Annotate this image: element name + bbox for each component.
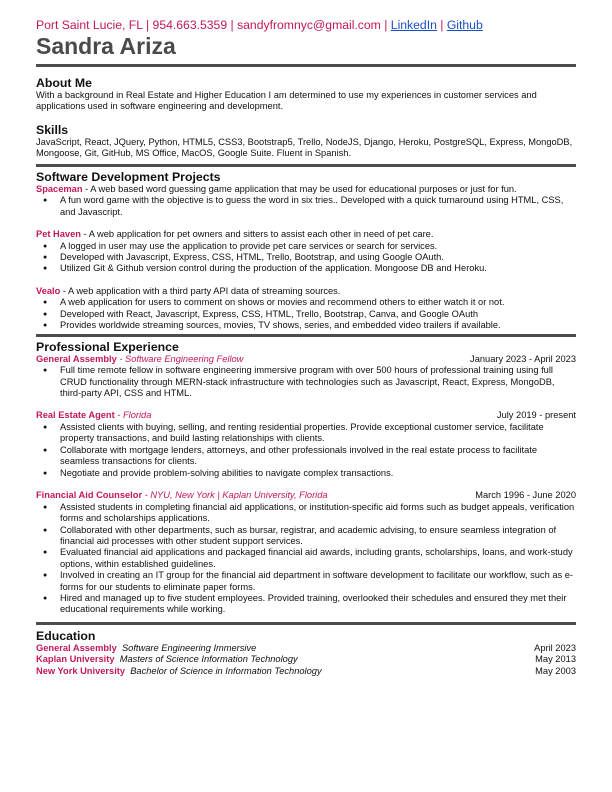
education-heading: Education	[36, 628, 96, 643]
email: sandyfromnyc@gmail.com	[237, 18, 381, 32]
list-item: ● Collaborated with other departments, such as bursar, registrar, and academic advising, to ensure seamless integration of financial aid processes with other student support services.	[60, 525, 576, 548]
project-bullets	[36, 195, 576, 218]
project-desc: - A web application for pet owners and sitters to assist each other in need of pet care.	[80, 229, 434, 240]
list-item: ● Hired and managed up to five student employees. Provided training, overlooked their schedules and ensured they met their educational requirements while working.	[60, 593, 576, 616]
spacer	[36, 399, 576, 410]
job-role: - NYU, New York | Kaplan University, Florida	[142, 490, 328, 501]
school-name: General Assembly	[36, 642, 117, 653]
job-financial-aid	[36, 490, 576, 616]
list-item: ● Utilized Git & Github version control during the production of the application. Mongoose DB and Heroku.	[60, 263, 576, 274]
job-bullets	[36, 502, 576, 616]
degree-name: Bachelor of Science in Information Technology	[130, 665, 322, 676]
list-item: ● Collaborate with mortgage lenders, attorneys, and other professionals involved in the real estate process to facilitate seamless transactions for clients.	[60, 445, 576, 468]
separator: |	[230, 18, 234, 32]
skills-section	[36, 123, 576, 160]
projects-section	[36, 170, 576, 332]
list-item: ● A logged in user may use the application to provide pet care services or search for services.	[60, 241, 576, 252]
job-header	[36, 354, 576, 366]
divider	[36, 64, 576, 67]
list-item: ● Developed with React, Javascript, Express, CSS, HTML, Trello, Bootstrap, Canva, and Google OAuth	[60, 309, 576, 320]
list-item: ● Evaluated financial aid applications and packaged financial aid awards, including grants, scholarships, loans, and work-study options, within established guidelines.	[60, 547, 576, 570]
project-title	[36, 286, 576, 298]
job-role: - Florida	[114, 410, 152, 421]
list-item: ● Developed with Javascript, Express, CSS, HTML, Trello, Bootstrap, and using Google OAuth.	[60, 252, 576, 263]
about-section	[36, 76, 576, 113]
list-item: ● A web application for users to comment on shows or movies and recommend others to either watch it or not.	[60, 297, 576, 308]
skills-heading: Skills	[36, 122, 69, 137]
project-bullets	[36, 297, 576, 331]
job-header	[36, 490, 576, 502]
list-item: ● Full time remote fellow in software engineering immersive program with over 500 hours of professional training using full CRUD functionality through MERN-stack infrastructure with technologies such as Javascript, React, Express, MongoDB, third-party API, CSS and HTML.	[60, 365, 576, 399]
project-vealo	[36, 286, 576, 332]
education-section	[36, 629, 576, 677]
project-bullets	[36, 241, 576, 275]
spacer	[36, 275, 576, 286]
skills-text: JavaScript, React, JQuery, Python, HTML5, CSS3, Bootstrap5, Trello, NodeJS, Django, Heroku, PostgreSQL, Express, MongoDB, Mongoose, Git, GitHub, MS Office, MacOS, Google Suite. Fluent in Spanish.	[36, 136, 573, 159]
list-item: ● Provides worldwide streaming sources, movies, TV shows, series, and embedded video trailers if available.	[60, 320, 576, 331]
project-desc: - A web application with a third party API data of streaming sources.	[60, 285, 341, 296]
experience-heading: Professional Experience	[36, 339, 179, 354]
divider	[36, 622, 576, 625]
education-row	[36, 643, 576, 654]
job-bullets	[36, 365, 576, 399]
job-org: Financial Aid Counselor	[36, 490, 143, 501]
job-org: General Assembly	[36, 353, 117, 364]
list-item: ● A fun word game with the objective is to guess the word in six tries.. Developed with a quick turnaround using HTML, CSS, and Javascript.	[60, 195, 576, 218]
contact-line	[36, 18, 576, 33]
github-link[interactable]: Github	[446, 18, 483, 32]
education-date: May 2003	[535, 665, 576, 676]
separator: |	[145, 18, 150, 32]
project-desc: - A web based word guessing game application that may be used for educational purposes or just for fun.	[82, 183, 517, 194]
project-title	[36, 229, 576, 241]
phone: 954.663.5359	[152, 18, 228, 32]
separator: |	[384, 18, 388, 32]
projects-heading: Software Development Projects	[36, 169, 221, 184]
degree-name: Software Engineering Immersive	[121, 642, 257, 653]
divider	[36, 334, 576, 337]
project-title	[36, 184, 576, 196]
job-general-assembly	[36, 354, 576, 400]
education-row	[36, 654, 576, 665]
list-item: ● Assisted clients with buying, selling, and renting residential properties. Provide exceptional customer service, facilitate property transactions, and build lasting relationships with clients.	[60, 422, 576, 445]
school-name: Kaplan University	[36, 654, 115, 665]
list-item: ● Involved in creating an IT group for the financial aid department in software development to facilitate our workflow, such as e-forms for our students to eliminate paper forms.	[60, 570, 576, 593]
about-text: With a background in Real Estate and Higher Education I am determined to use my experiences in customer services and applications used in software engineering and development.	[36, 90, 537, 112]
job-dates: July 2019 - present	[496, 410, 576, 421]
project-spaceman	[36, 184, 576, 218]
job-dates: January 2023 - April 2023	[470, 353, 576, 364]
list-item: ● Negotiate and provide problem-solving abilities to navigate complex transactions.	[60, 468, 576, 479]
education-row	[36, 666, 576, 677]
spacer	[36, 479, 576, 490]
candidate-name: Sandra Ariza	[36, 33, 176, 59]
project-name: Spaceman	[36, 183, 83, 194]
job-org: Real Estate Agent	[36, 410, 115, 421]
education-date: May 2013	[535, 654, 576, 665]
project-name: Pet Haven	[36, 229, 81, 240]
experience-section	[36, 340, 576, 616]
list-item: ● Assisted students in completing financial aid applications, or institution-specific aid forms such as budget appeals, verification forms and scholarships applications.	[60, 502, 576, 525]
degree-name: Masters of Science Information Technology	[119, 654, 298, 665]
location: Port Saint Lucie, FL	[36, 18, 143, 32]
job-dates: March 1996 - June 2020	[475, 490, 576, 501]
job-header	[36, 410, 576, 422]
school-name: New York University	[36, 665, 126, 676]
about-heading: About Me	[36, 76, 93, 90]
spacer	[36, 218, 576, 229]
project-pet-haven	[36, 229, 576, 275]
job-real-estate	[36, 410, 576, 479]
project-name: Vealo	[36, 285, 61, 296]
job-role: - Software Engineering Fellow	[116, 353, 244, 364]
education-date: April 2023	[534, 642, 576, 653]
separator: |	[440, 18, 444, 32]
job-bullets	[36, 422, 576, 479]
divider	[36, 164, 576, 167]
linkedin-link[interactable]: LinkedIn	[390, 18, 437, 32]
